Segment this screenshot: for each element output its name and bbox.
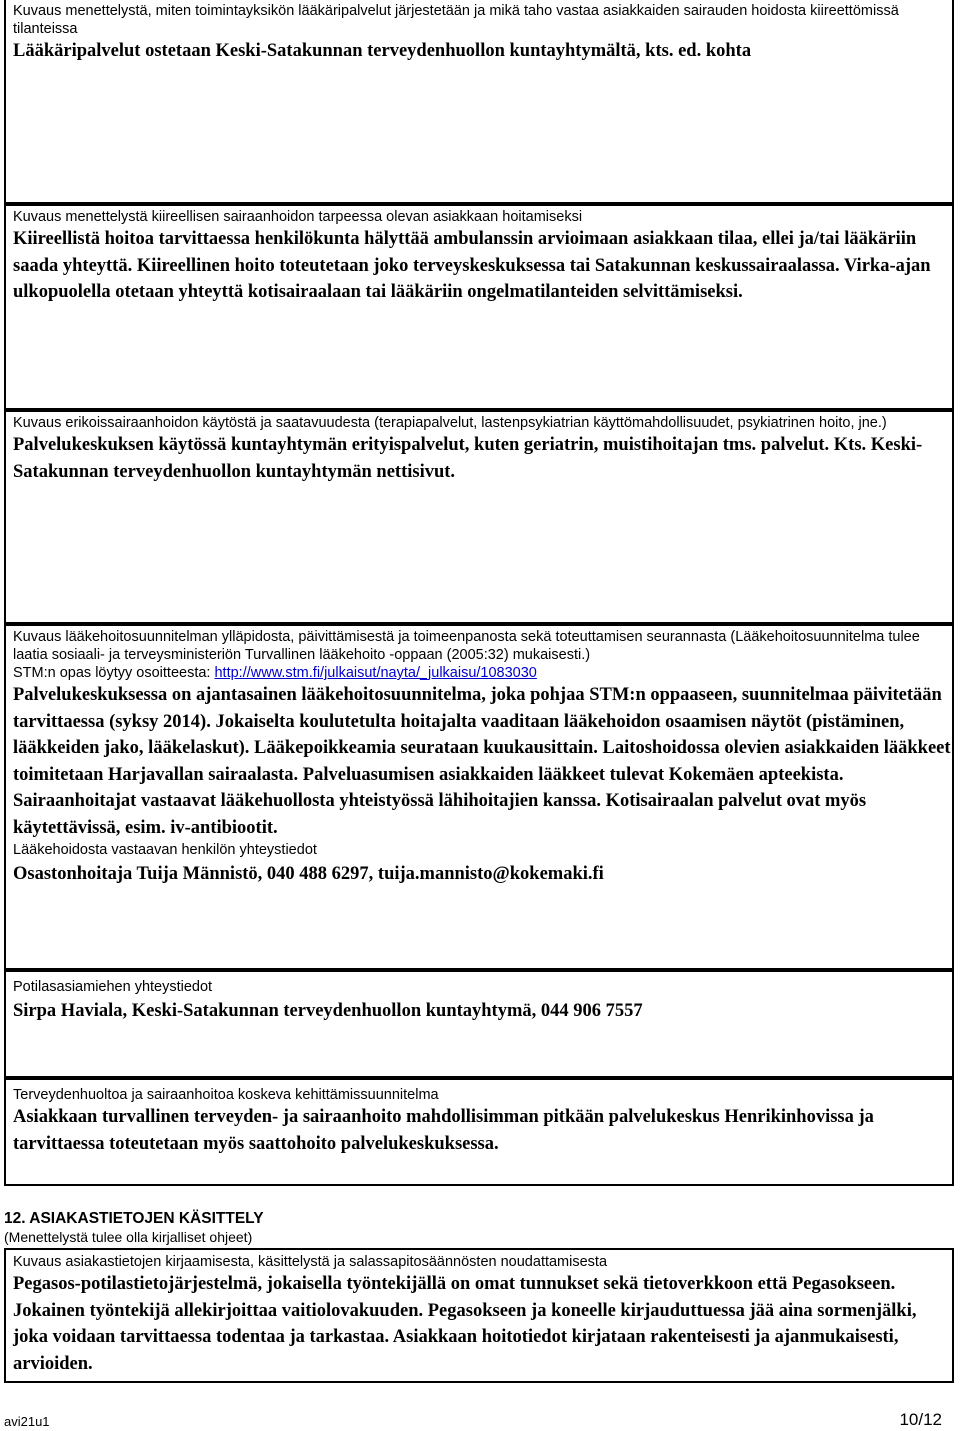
section-heading: 12. ASIAKASTIETOJEN KÄSITTELY bbox=[4, 1210, 264, 1227]
field-label: Kuvaus asiakastietojen kirjaamisesta, käsittelystä ja salassapitosäännösten noudattamisesta bbox=[13, 1254, 608, 1270]
section-specialist-care bbox=[4, 410, 954, 624]
field-answer: Palvelukeskuksessa on ajantasainen lääkehoitosuunnitelma, joka pohjaa STM:n oppaaseen, suunnitelmaa päivitetään tarvittaessa (syksy 2014). Jokaiselta koulutetulta hoitajalta vaaditaan lääkehoidon osaamisen näytöt (pistäminen, lääkkeiden jako, lääkelaskut). Lääkepoikkeamia seurataan kuukausittain. Laitoshoidossa olevien asiakkaiden lääkkeet toimitetaan Harjavallan sairaalasta. Palveluasumisen asiakkaiden lääkkeet tulevat Kokemäen apteekista. Sairaanhoitajat vastaavat lääkehuollosta yhteistyössä lähihoitajien kanssa. Kotisairaalan palvelut ovat myös käytettävissä, esim. iv-antibiootit. bbox=[13, 685, 951, 838]
field-label: Kuvaus menettelystä kiireellisen sairaanhoidon tarpeessa olevan asiakkaan hoitamiseksi bbox=[13, 209, 583, 225]
section-doctor-services bbox=[4, 0, 954, 204]
guide-prefix: STM:n opas löytyy osoitteesta: bbox=[13, 665, 215, 681]
field-answer: Sirpa Haviala, Keski-Satakunnan terveydenhuollon kuntayhtymä, 044 906 7557 bbox=[13, 1001, 643, 1021]
section-patient-ombudsman bbox=[4, 970, 954, 1078]
field-answer: Pegasos-potilastietojärjestelmä, jokaisella työntekijällä on omat tunnukset sekä tietoverkkoon että Pegasokseen. Jokainen työntekijä allekirjoittaa vaitiolovakuuden. Pegasokseen ja koneelle kirjauduttuessa jää aina sormenjälki, joka voidaan tarvittaessa todentaa ja tarkastaa. Asiakkaan hoitotiedot kirjataan rakenteisesti ja ajanmukaisesti, arvioiden. bbox=[13, 1274, 917, 1374]
section-client-records bbox=[4, 1248, 954, 1383]
field-answer: Asiakkaan turvallinen terveyden- ja sairaanhoito mahdollisimman pitkään palvelukeskus Henrikinhovissa ja tarvittaessa toteutetaan myös saattohoito palvelukeskuksessa. bbox=[13, 1107, 874, 1154]
contact-answer: Osastonhoitaja Tuija Männistö, 040 488 6297, tuija.mannisto@kokemaki.fi bbox=[13, 864, 604, 884]
section-urgent-care bbox=[4, 204, 954, 410]
field-answer: Kiireellistä hoitoa tarvittaessa henkilökunta hälyttää ambulanssin arvioimaan asiakkaan tilaa, ellei ja/tai lääkäriin saada yhteyttä. Kiireellinen hoito toteutetaan joko terveyskeskuksessa tai Satakunnan keskussairaalassa. Virka-ajan ulkopuolella otetaan yhteyttä kotisairaalaan tai lääkäriin ongelmatilanteiden selvittämiseksi. bbox=[13, 229, 931, 302]
guide-reference bbox=[13, 664, 952, 682]
field-answer: Palvelukeskuksen käytössä kuntayhtymän erityispalvelut, kuten geriatrin, muistihoitajan tms. palvelut. Kts. Keski-Satakunnan terveydenhuollon kuntayhtymän nettisivut. bbox=[13, 435, 923, 482]
page-number: 10/12 bbox=[899, 1410, 942, 1429]
section-medication-plan bbox=[4, 624, 954, 970]
section-development-plan bbox=[4, 1078, 954, 1186]
section-subheading: (Menettelystä tulee olla kirjalliset ohjeet) bbox=[4, 1229, 253, 1245]
field-label: Terveydenhuoltoa ja sairaanhoitoa koskeva kehittämissuunnitelma bbox=[13, 1087, 439, 1103]
contact-label: Lääkehoidosta vastaavan henkilön yhteystiedot bbox=[13, 842, 317, 858]
field-label: Kuvaus lääkehoitosuunnitelman ylläpidosta, päivittämisestä ja toimeenpanosta sekä toteuttamisen seurannasta (Lääkehoitosuunnitelma tulee laatia sosiaali- ja terveysministeriön Turvallinen lääkehoito -oppaan (2005:32) mukaisesti.) bbox=[13, 629, 920, 663]
field-label: Potilasasiamiehen yhteystiedot bbox=[13, 979, 213, 995]
field-label: Kuvaus menettelystä, miten toimintayksikön lääkäripalvelut järjestetään ja mikä taho vastaa asiakkaiden sairauden hoidosta kiireettömissä tilanteissa bbox=[13, 3, 899, 37]
guide-link[interactable]: http://www.stm.fi/julkaisut/nayta/_julkaisu/1083030 bbox=[214, 665, 537, 681]
form-code: avi21u1 bbox=[4, 1414, 50, 1429]
field-answer: Lääkäripalvelut ostetaan Keski-Satakunnan terveydenhuollon kuntayhtymältä, kts. ed. kohta bbox=[13, 41, 752, 61]
field-label: Kuvaus erikoissairaanhoidon käytöstä ja saatavuudesta (terapiapalvelut, lastenpsykiatrian käyttömahdollisuudet, psykiatrinen hoito, jne.) bbox=[13, 415, 887, 431]
